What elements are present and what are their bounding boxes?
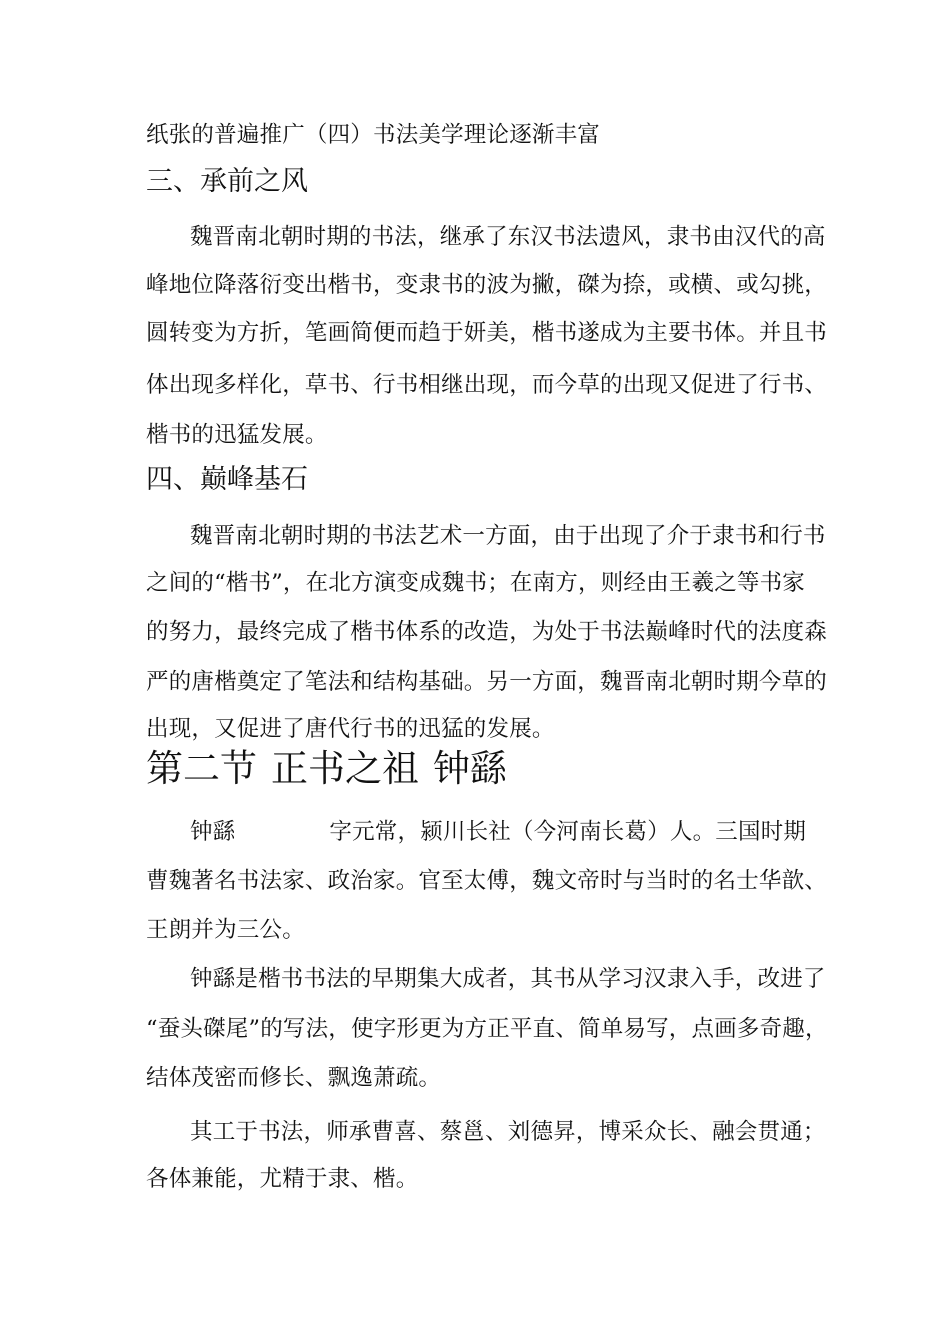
para3-line-2: 各体兼能，尤精于隶、楷。: [146, 1166, 419, 1192]
top-line: 纸张的普遍推广（四）书法美学理论逐渐丰富: [146, 122, 601, 148]
para3-line-1: 其工于书法，师承曹喜、蔡邕、刘德昇，博采众长、融会贯通；: [190, 1119, 826, 1145]
bio-line-1: [190, 817, 806, 847]
chapter-number: 第二节: [146, 747, 257, 790]
chapter-title: [146, 747, 507, 791]
section3-line-2: 峰地位降落衍变出楷书，变隶书的波为撇，磔为捺，或横、或勾挑，: [146, 272, 828, 298]
section-heading-3: 三、承前之风: [146, 166, 308, 197]
para2-line-2: “蚕头磔尾”的写法，使字形更为方正平直、简单易写，点画多奇趣，: [146, 1016, 828, 1042]
para2-line-1: 钟繇是楷书书法的早期集大成者，其书从学习汉隶入手，改进了: [190, 966, 826, 992]
section4-line-4: 严的唐楷奠定了笔法和结构基础。另一方面，魏晋南北朝时期今草的: [146, 669, 828, 695]
section4-line-5: 出现，又促进了唐代行书的迅猛的发展。: [146, 716, 555, 742]
para2-line-3: 结体茂密而修长、飘逸萧疏。: [146, 1065, 442, 1091]
section-heading-4: 四、巅峰基石: [146, 464, 308, 495]
section3-line-5: 楷书的迅猛发展。: [146, 422, 328, 448]
bio-line-2: 曹魏著名书法家、政治家。官至太傅，魏文帝时与当时的名士华歆、: [146, 868, 828, 894]
chapter-person: 钟繇: [433, 747, 507, 790]
bio-line-1-rest: 字元常，颍川长社（今河南长葛）人。三国时期: [329, 819, 807, 845]
section3-line-4: 体出现多样化，草书、行书相继出现，而今草的出现又促进了行书、: [146, 372, 828, 398]
bio-name: 钟繇: [190, 819, 236, 845]
bio-line-3: 王朗并为三公。: [146, 917, 305, 943]
section4-line-2: 之间的“楷书”，在北方演变成魏书；在南方，则经由王羲之等书家: [146, 570, 806, 596]
section3-line-1: 魏晋南北朝时期的书法，继承了东汉书法遗风，隶书由汉代的高: [190, 224, 826, 250]
section4-line-3: 的努力，最终完成了楷书体系的改造，为处于书法巅峰时代的法度森: [146, 619, 828, 645]
section3-line-3: 圆转变为方折，笔画简便而趋于妍美，楷书遂成为主要书体。并且书: [146, 320, 828, 346]
chapter-subject: 正书之祖: [271, 747, 419, 790]
section4-line-1: 魏晋南北朝时期的书法艺术一方面，由于出现了介于隶书和行书: [190, 523, 826, 549]
